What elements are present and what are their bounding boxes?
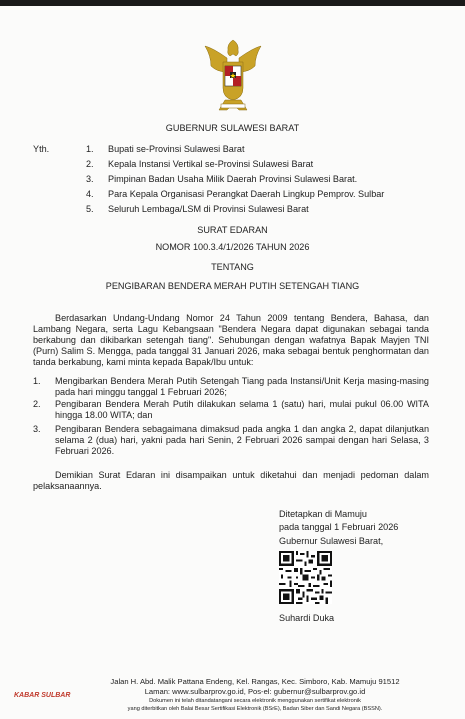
footer-contact: Laman: www.sulbarprov.go.id, Pos-el: gubernur@sulbarprov.go.id [144,687,366,696]
footer-note: Dokumen ini telah ditandatangani secara elektronik menggunakan sertifikat elektronik [149,698,361,704]
addressee-no: 2. [86,159,94,169]
addressee-no: 3. [86,174,94,184]
letter-page [0,6,465,719]
point-text: Pengibaran Bendera sebagaimana dimaksud pada angka 1 dan angka 2, dapat dilanjutkan selama 2 (dua) hari, yakni pada hari Senin, 2 Februari 2026 sampai dengan hari Selasa, 3 Februari 2026. [55,424,429,456]
addressee-item: Kepala Instansi Vertikal se-Provinsi Sulawesi Barat [108,159,314,169]
addressee-item: Para Kepala Organisasi Perangkat Daerah Lingkup Pemprov. Sulbar [108,189,385,199]
addressee-no: 4. [86,189,94,199]
addressee-item: Pimpinan Badan Usaha Milik Daerah Provinsi Sulawesi Barat. [108,174,358,184]
letter-about-label: TENTANG [211,262,254,272]
letter-type: SURAT EDARAN [197,225,268,235]
signature-date: pada tanggal 1 Februari 2026 [279,522,399,532]
addressee-item: Seluruh Lembaga/LSM di Provinsi Sulawesi Barat [108,204,309,214]
footer-note: yang diterbitkan oleh Balai Besar Sertifikasi Elektronik (BSrE), Badan Siber dan Sandi Negara (BSSN). [127,706,383,712]
intro-paragraph: Berdasarkan Undang-Undang Nomor 24 Tahun 2009 tentang Bendera, Bahasa, dan Lambang Negara, serta Lagu Kebangsaan "Bendera Negara dapat digunakan sebagai tanda berkabung dan dikibarkan setengah tiang". Sehubungan dengan wafatnya Bapak Mayjen TNI (Purn) Salim S. Mengga, pada tanggal 31 Januari 2026, maka sebagai bentuk penghormatan dan tanda berkabung, kami minta kepada Bapak/Ibu untuk: [33,313,429,367]
signatory-name: Suhardi Duka [279,613,335,623]
qr-code-icon [279,551,332,604]
letter-header-title: GUBERNUR SULAWESI BARAT [165,123,300,133]
watermark-logo: KABAR SULBAR [14,692,71,699]
letter-number: NOMOR 100.3.4/1/2026 TAHUN 2026 [155,242,310,252]
addressee-no: 1. [86,144,94,154]
addressee-item: Bupati se-Provinsi Sulawesi Barat [108,144,245,154]
point-text: Pengibaran Bendera Merah Putih dilakukan selama 1 (satu) hari, mulai pukul 06.00 WITA hingga 18.00 WITA; dan [55,399,429,420]
signature-position: Gubernur Sulawesi Barat, [279,536,384,546]
closing-paragraph: Demikian Surat Edaran ini disampaikan untuk diketahui dan menjadi pedoman dalam pelaksanaannya. [33,470,429,491]
point-no: 3. [33,424,41,434]
addressee-label: Yth. [33,144,50,154]
point-text: Mengibarkan Bendera Merah Putih Setengah Tiang pada Instansi/Unit Kerja masing-masing pada hari minggu tanggal 1 Februari 2026; [55,376,429,397]
garuda-emblem-icon [203,36,263,116]
signature-place: Ditetapkan di Mamuju [279,509,367,519]
letter-subject: PENGIBARAN BENDERA MERAH PUTIH SETENGAH TIANG [105,281,360,291]
point-no: 2. [33,399,41,409]
addressee-no: 5. [86,204,94,214]
footer-address: Jalan H. Abd. Malik Pattana Endeng, Kel. Rangas, Kec. Simboro, Kab. Mamuju 91512 [110,677,400,686]
point-no: 1. [33,376,41,386]
